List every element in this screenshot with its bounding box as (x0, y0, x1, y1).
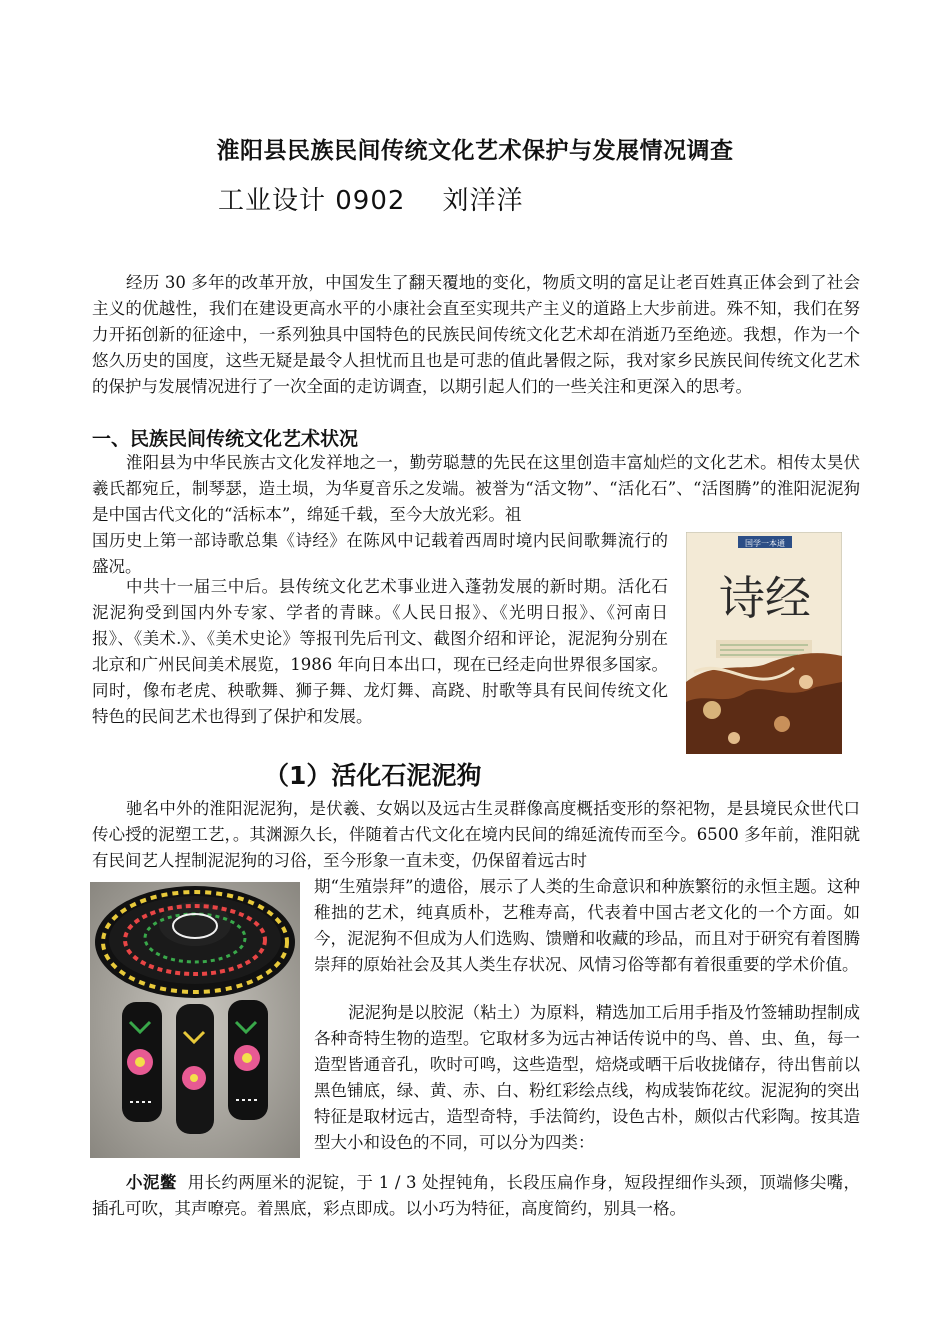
intro-paragraph: 经历 30 多年的改革开放，中国发生了翻天覆地的变化，物质文明的富足让老百姓真正体会到了社会主义的优越性，我们在建设更高水平的小康社会直至实现共产主义的道路上大步前进。殊不知，我们在努力开拓创新的征途中，一系列独具中国特色的民族民间传统文化艺术却在消逝乃至绝迹。我想，作为一个悠久历史的国度，这些无疑是最令人担忧而且也是可悲的值此暑假之际，我对家乡民族民间传统文化艺术的保护与发展情况进行了一次全面的走访调查，以期引起人们的一些关注和更深入的思考。 (92, 273, 860, 396)
section2-paragraph1: 驰名中外的淮阳泥泥狗，是伏羲、女娲以及远古生灵群像高度概括变形的祭祀物，是县境民众世代口传心授的泥塑工艺，。其渊源久长，伴随着古代文化在境内民间的绵延流传而至今。6500 多年前，淮阳就有民间艺人捏制泥泥狗的习俗，至今形象一直未变，仍保留着远古时 (92, 799, 860, 870)
section1-paragraph1: 淮阳县为中华民族古文化发祥地之一，勤劳聪慧的先民在这里创造丰富灿烂的文化艺术。相传太昊伏羲氏都宛丘，制琴瑟，造土埙，为华夏音乐之发端。被誉为“活文物”、“活化石”、“活图腾”的淮阳泥泥狗是中国古代文化的“活标本”，绵延千载，至今大放光彩。祖 (92, 453, 860, 524)
author-line: 工业设计 0902 刘洋洋 (218, 186, 524, 216)
section2-heading: （1）活化石泥泥狗 (264, 761, 482, 790)
section2-paragraph2: 泥泥狗是以胶泥（粘土）为原料，精选加工后用手指及竹签辅助捏制成各种奇特生物的造型。它取材多为远古神话传说中的鸟、兽、虫、鱼，每一造型皆通音孔，吹时可鸣，这些造型，焙烧或晒干后收拢储存，待出售前以黑色铺底，绿、黄、赤、白、粉红彩绘点线，构成装饰花纹。泥泥狗的突出特征是取材远古，造型奇特，手法简约，设色古朴，颇似古代彩陶。按其造型大小和设色的不同，可以分为四类： (314, 1003, 860, 1152)
book-title-glyphs: 诗经 (719, 571, 811, 625)
section2-paragraph3: 小泥鳖 用长约两厘米的泥锭，于 1 / 3 处捏钝角，长段压扁作身，短段捏细作头颈，顶端修尖嘴，插孔可吹，其声嘹亮。着黑底，彩点即成。以小巧为特征，高度简约，别具一格。 (92, 1173, 860, 1218)
section1-paragraph1-cont: 国历史上第一部诗歌总集《诗经》在陈风中记载着西周时境内民间歌舞流行的盛况。 (92, 531, 668, 576)
intro-block (92, 270, 860, 400)
nini-gou-clay-figure-image (90, 882, 300, 1158)
section2-paragraph1-cont: 期“生殖崇拜”的遗俗，展示了人类的生命意识和种族繁衍的永恒主题。这种稚拙的艺术，纯真质朴，艺稚寿高，代表着中国古老文化的一个方面。如今，泥泥狗不但成为人们选购、馈赠和收藏的珍品，而且对于研究有着图腾崇拜的原始社会及其人类生存状况、风情习俗等都有着很重要的学术价值。 (314, 877, 860, 974)
category-label-xiaonibie: 小泥鳖 (126, 1173, 177, 1192)
section1-paragraph2: 中共十一届三中后。县传统文化艺术事业进入蓬勃发展的新时期。活化石泥泥狗受到国内外专家、学者的青睐。《人民日报》、《光明日报》、《河南日报》、《美术.》、《美术史论》等报刊先后刊文、截图介绍和评论，泥泥狗分别在北京和广州民间美术展览，1986 年向日本出口，现在已经走向世界很多国家。同时，像布老虎、秧歌舞、狮子舞、龙灯舞、高跷、肘歌等具有民间传统文化特色的民间艺术也得到了保护和发展。 (92, 577, 668, 726)
section1-heading: 一、民族民间传统文化艺术状况 (92, 428, 359, 450)
shijing-book-cover-image (686, 532, 842, 754)
book-banner: 国学一本通 (745, 539, 785, 548)
document-title: 淮阳县民族民间传统文化艺术保护与发展情况调查 (216, 138, 734, 164)
